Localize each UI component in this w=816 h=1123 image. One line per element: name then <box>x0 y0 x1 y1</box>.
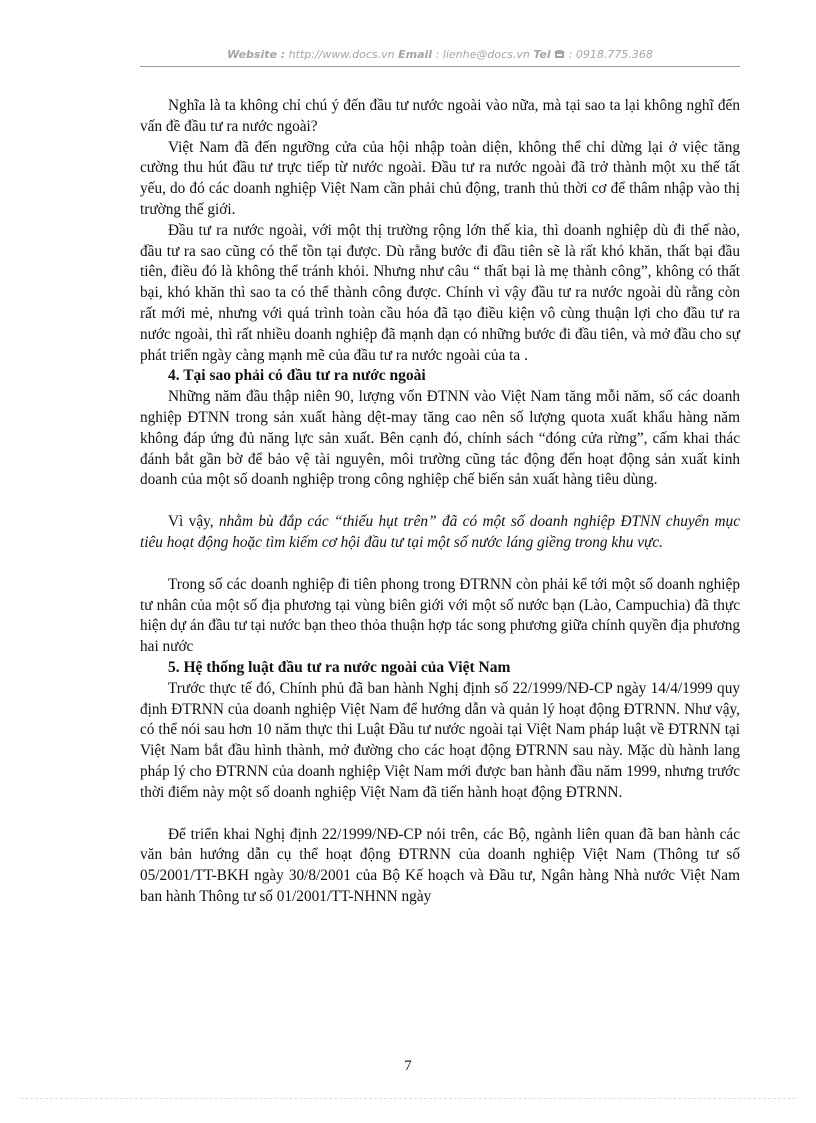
website-label: Website : <box>227 48 286 61</box>
paragraph-lead: Vì vậy, <box>168 513 219 531</box>
section-heading-5: 5. Hệ thống luật đầu tư ra nước ngoài của Việt Nam <box>168 658 511 676</box>
paragraph: Việt Nam đã đến ngưỡng cửa của hội nhập toàn diện, không thể chỉ dừng lại ở việc tăng cường thu hút đầu tư trực tiếp từ nước ngoài. Đầu tư ra nước ngoài đã trở thành một xu thế tất yếu, do đó các doanh nghiệp Việt Nam cần phải chủ động, tranh thủ thời cơ để thâm nhập vào thị trường thế giới. <box>140 138 740 218</box>
phone-icon <box>554 48 569 61</box>
paragraph: Trong số các doanh nghiệp đi tiên phong trong ĐTRNN còn phải kể tới một số doanh nghiệp tư nhân của một số địa phương tại vùng biên giới với một số nước bạn (Lào, Campuchia) đã thực hiện dự án đầu tư tại nước bạn theo thỏa thuận hợp tác song phương giữa chính quyền địa phương hai nước <box>140 575 740 656</box>
page-header <box>140 48 740 61</box>
section-heading-4: 4. Tại sao phải có đầu tư ra nước ngoài <box>168 367 426 385</box>
paragraph: Đầu tư ra nước ngoài, với một thị trường rộng lớn thế kia, thì doanh nghiệp dù đi thế nào, đầu tư ra sao cũng có thể tồn tại được. Dù rằng bước đi đầu tiên sẽ là rất khó khăn, thất bại đầu tiên, điều đó là không thể tránh khỏi. Nhưng như câu “ thất bại là mẹ thành công”, không có thất bại, khó khăn thì sao ta có thể thành công được. Chính vì vậy đầu tư ra nước ngoài dù rằng còn rất mới mẻ, nhưng với quá trình toàn cầu hóa đã tạo điều kiện vô cùng thuận lợi cho đầu tư ra nước ngoài, thì rất nhiều doanh nghiệp đã mạnh dạn có những bước đi đầu tiên, và mở đầu cho sự phát triển ngày càng mạnh mẽ của đầu tư ra nước ngoài của ta . <box>140 221 740 364</box>
header-divider <box>140 66 740 67</box>
paragraph: Trước thực tế đó, Chính phủ đã ban hành Nghị định số 22/1999/NĐ-CP ngày 14/4/1999 quy định ĐTRNN của doanh nghiệp Việt Nam để hướng dẫn và quản lý hoạt động ĐTRNN. Như vậy, có thể nói sau hơn 10 năm thực thi Luật Đầu tư nước ngoài tại Việt Nam pháp luật về ĐTRNN tại Việt Nam bắt đầu hình thành, mở đường cho các hoạt động ĐTRNN sau này. Mặc dù hành lang pháp lý cho ĐTRNN của doanh nghiệp Việt Nam mới được ban hành đầu năm 1999, nhưng trước thời điểm này một số doanh nghiệp Việt Nam đã tiến hành hoạt động ĐTRNN. <box>140 679 740 801</box>
website-link[interactable]: http://www.docs.vn <box>288 48 395 61</box>
paragraph <box>140 512 740 554</box>
italic-text: nhằm bù đắp các “thiếu hụt trên” đã có một số doanh nghiệp ĐTNN chuyển mục tiêu hoạt động hoặc tìm kiếm cơ hội đầu tư tại một số nước láng giềng trong khu vực. <box>140 513 740 551</box>
document-body <box>140 96 740 908</box>
phone-number: : 0918.775.368 <box>568 48 653 61</box>
paragraph: Để triển khai Nghị định 22/1999/NĐ-CP nói trên, các Bộ, ngành liên quan đã ban hành các văn bản hướng dẫn cụ thể hoạt động ĐTRNN của doanh nghiệp Việt Nam (Thông tư số 05/2001/TT-BKH ngày 30/8/2001 của Bộ Kế hoạch và Đầu tư, Ngân hàng Nhà nước Việt Nam ban hành Thông tư số 01/2001/TT-NHNN ngày <box>140 825 740 905</box>
tel-label: Tel <box>533 48 551 61</box>
email-link[interactable]: : lienhe@docs.vn <box>435 48 530 61</box>
email-label: Email <box>398 48 433 61</box>
page-bottom-border <box>20 1098 796 1099</box>
page-number: 7 <box>404 1058 412 1074</box>
paragraph: Nghĩa là ta không chỉ chú ý đến đầu tư nước ngoài vào nữa, mà tại sao ta lại không nghĩ đến vấn đề đầu tư ra nước ngoài? <box>140 97 740 135</box>
paragraph: Những năm đầu thập niên 90, lượng vốn ĐTNN vào Việt Nam tăng mỗi năm, số các doanh nghiệp ĐTNN trong sản xuất hàng dệt-may tăng cao nên số lượng quota xuất khẩu hàng năm không đáp ứng đủ năng lực sản xuất. Bên cạnh đó, chính sách “đóng cửa rừng”, cấm khai thác đánh bắt gần bờ để bảo vệ tài nguyên, môi trường cũng tác động đến hoạt động sản xuất kinh doanh của một số doanh nghiệp trong công nghiệp chế biến sản xuất hàng tiêu dùng. <box>140 388 740 489</box>
